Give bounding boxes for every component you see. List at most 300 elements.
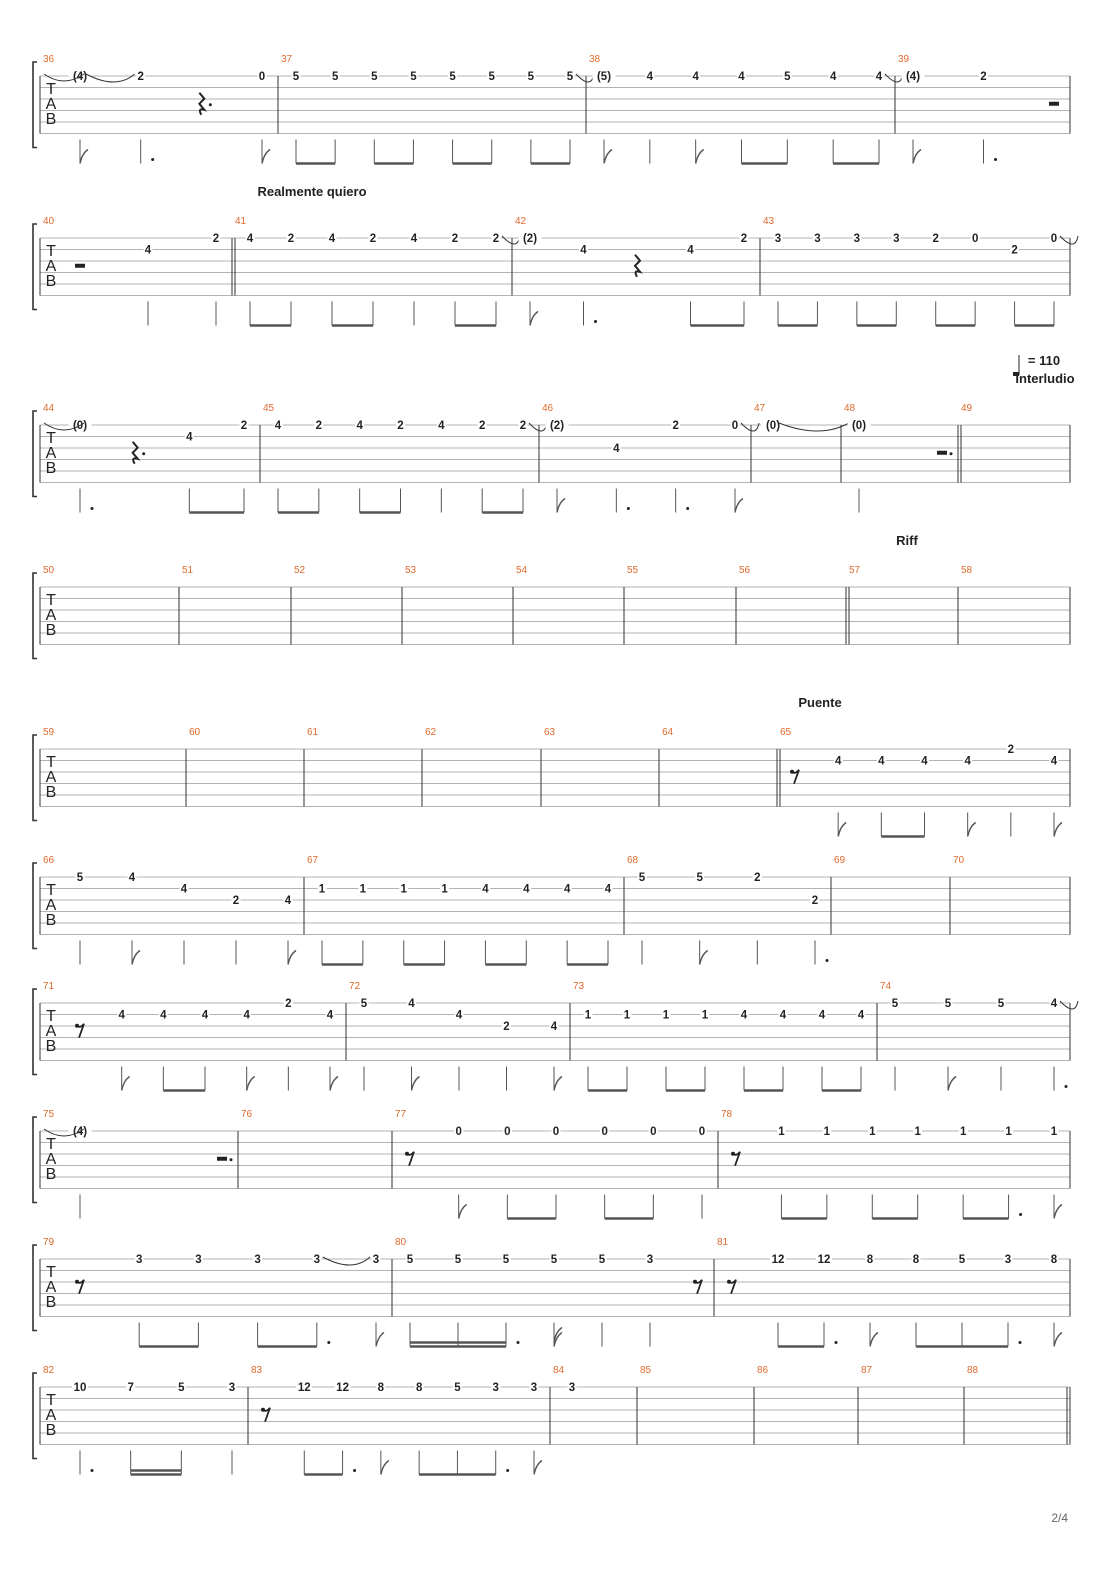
fret-number: 4 <box>144 244 152 257</box>
measure-number: 38 <box>589 54 601 65</box>
tab-clef-b: B <box>45 912 57 929</box>
fret-number: 4 <box>274 420 282 432</box>
tab-clef-t: T <box>46 754 56 771</box>
measure-number: 71 <box>43 981 55 992</box>
tie-arc <box>741 423 759 431</box>
fret-number: 2 <box>232 895 240 907</box>
tab-clef-t: T <box>46 430 56 447</box>
tab-clef-a: A <box>45 1279 57 1296</box>
fret-number: 2 <box>137 71 144 83</box>
tie-arc <box>86 74 135 82</box>
fret-number: 2 <box>932 233 939 245</box>
fret-number: 4 <box>921 755 928 768</box>
tie-arc <box>1060 236 1078 244</box>
tab-clef-b: B <box>45 460 57 477</box>
rhythm-dot <box>1019 1213 1022 1216</box>
fret-number: 3 <box>774 233 782 245</box>
fret-number: 3 <box>195 1254 202 1266</box>
rhythm-dot <box>517 1341 520 1344</box>
half-rest <box>1049 102 1059 106</box>
system-bracket <box>33 1373 37 1459</box>
measure-number: 45 <box>263 403 275 414</box>
fret-number: 3 <box>228 1382 236 1394</box>
fret-number: 5 <box>696 872 703 884</box>
rhythm-dot <box>994 158 997 161</box>
measure-number: 60 <box>189 727 201 738</box>
tab-clef-a: A <box>45 445 57 462</box>
fret-number: 2 <box>369 233 377 245</box>
fret-number: 4 <box>408 998 415 1010</box>
fret-number: 4 <box>326 1009 334 1022</box>
measure-number: 70 <box>953 855 965 866</box>
system-bracket <box>33 735 37 821</box>
system-bracket <box>33 989 37 1075</box>
eighth-flag <box>870 1333 878 1347</box>
eighth-rest-dot <box>727 1280 731 1284</box>
fret-number: 4 <box>201 1009 209 1022</box>
measure-number: 40 <box>43 216 55 227</box>
fret-number: 5 <box>178 1382 185 1394</box>
fret-number: 1 <box>400 883 407 896</box>
quarter-rest <box>635 255 640 277</box>
measure-number: 63 <box>544 727 556 738</box>
fret-number: (0) <box>72 420 88 432</box>
section-label: Riff <box>896 533 918 548</box>
fret-number: 4 <box>740 1009 748 1022</box>
measure-number: 80 <box>395 1237 407 1248</box>
fret-number: 7 <box>127 1382 134 1394</box>
fret-number: 2 <box>212 233 220 245</box>
system-bracket <box>33 1117 37 1203</box>
fret-number: 4 <box>646 71 654 83</box>
fret-number: 4 <box>687 244 694 257</box>
fret-number: 2 <box>285 998 292 1010</box>
fret-number: 2 <box>672 420 679 432</box>
fret-number: 4 <box>410 233 418 245</box>
fret-number: 1 <box>662 1009 670 1022</box>
rhythm-dot <box>142 452 145 455</box>
fret-number: 4 <box>186 431 193 444</box>
fret-number: 4 <box>243 1009 250 1022</box>
tab-clef-b: B <box>45 111 57 128</box>
measure-number: 44 <box>43 403 55 414</box>
fret-number: 0 <box>258 71 266 83</box>
fret-number: (2) <box>549 420 565 432</box>
tie-arc <box>529 423 547 431</box>
fret-number: 8 <box>415 1382 423 1394</box>
fret-number: 4 <box>779 1009 787 1022</box>
fret-number: 3 <box>492 1382 499 1394</box>
fret-number: 3 <box>814 233 821 245</box>
fret-number: 5 <box>891 998 899 1010</box>
eighth-rest-dot <box>731 1152 735 1156</box>
quarter-rest <box>199 93 204 115</box>
eighth-flag <box>262 150 270 164</box>
fret-number: 4 <box>180 883 188 896</box>
fret-number: 2 <box>240 420 248 432</box>
fret-number: 3 <box>893 233 900 245</box>
eighth-flag <box>1054 1205 1062 1219</box>
measure-number: 69 <box>834 855 846 866</box>
fret-number: 4 <box>738 71 745 83</box>
fret-number: 1 <box>1050 1126 1058 1138</box>
fret-number: (2) <box>522 233 538 245</box>
fret-number: 1 <box>959 1126 967 1138</box>
eighth-rest-dot <box>405 1152 409 1156</box>
measure-number: 84 <box>553 1365 565 1376</box>
fret-number: (4) <box>72 1126 88 1138</box>
fret-number: 5 <box>292 71 300 83</box>
eighth-flag <box>376 1333 384 1347</box>
eighth-flag <box>288 951 296 965</box>
measure-number: 41 <box>235 216 247 227</box>
tab-clef-a: A <box>45 1151 57 1168</box>
quarter-rest <box>133 442 138 464</box>
eighth-flag <box>1054 1333 1062 1347</box>
fret-number: 5 <box>406 1254 414 1266</box>
measure-number: 57 <box>849 565 861 576</box>
measure-number: 67 <box>307 855 319 866</box>
fret-number: 5 <box>527 71 535 83</box>
eighth-flag <box>122 1077 130 1091</box>
fret-number: 4 <box>818 1009 826 1022</box>
measure-number: 77 <box>395 1109 407 1120</box>
fret-number: 3 <box>254 1254 261 1266</box>
eighth-rest-dot <box>75 1024 79 1028</box>
eighth-flag <box>913 150 921 164</box>
fret-number: 2 <box>519 420 527 432</box>
fret-number: 5 <box>360 998 368 1010</box>
fret-number: 4 <box>160 1009 167 1022</box>
fret-number: 1 <box>359 883 367 896</box>
fret-number: 8 <box>377 1382 385 1394</box>
tab-clef-a: A <box>45 607 57 624</box>
fret-number: 4 <box>834 755 842 768</box>
fret-number: 4 <box>118 1009 125 1022</box>
fret-number: 4 <box>523 883 530 896</box>
fret-number: 8 <box>1050 1254 1058 1266</box>
fret-number: 2 <box>503 1021 510 1033</box>
rhythm-dot <box>1019 1341 1022 1344</box>
fret-number: 4 <box>692 71 699 83</box>
rhythm-dot <box>209 103 212 106</box>
fret-number: (0) <box>765 420 781 432</box>
measure-number: 53 <box>405 565 417 576</box>
measure-number: 87 <box>861 1365 873 1376</box>
fret-number: 5 <box>449 71 456 83</box>
fret-number: 4 <box>455 1009 463 1022</box>
fret-number: 5 <box>944 998 952 1010</box>
fret-number: 2 <box>1011 244 1018 257</box>
measure-number: 76 <box>241 1109 253 1120</box>
tie-arc <box>1060 1001 1078 1009</box>
measure-number: 47 <box>754 403 766 414</box>
fret-number: 5 <box>410 71 417 83</box>
half-rest <box>217 1157 227 1161</box>
measure-number: 54 <box>516 565 528 576</box>
fret-number: 0 <box>504 1126 511 1138</box>
tie-arc <box>576 74 594 82</box>
eighth-flag <box>530 312 538 326</box>
measure-number: 42 <box>515 216 527 227</box>
measure-number: 61 <box>307 727 319 738</box>
measure-number: 86 <box>757 1365 769 1376</box>
measure-number: 49 <box>961 403 973 414</box>
fret-number: 5 <box>638 872 646 884</box>
tempo-marking: = 110 <box>1027 353 1061 368</box>
eighth-flag <box>604 150 612 164</box>
measure-number: 75 <box>43 1109 55 1120</box>
rhythm-dot <box>686 507 689 510</box>
measure-number: 55 <box>627 565 639 576</box>
eighth-flag <box>948 1077 956 1091</box>
tab-clef-a: A <box>45 96 57 113</box>
fret-number: 3 <box>135 1254 143 1266</box>
fret-number: 4 <box>1050 755 1058 768</box>
fret-number: (5) <box>596 71 612 83</box>
eighth-flag <box>968 823 976 837</box>
fret-number: 1 <box>914 1126 921 1138</box>
tab-clef-a: A <box>45 1407 57 1424</box>
rhythm-dot <box>594 320 597 323</box>
fret-number: 2 <box>315 420 323 432</box>
tab-clef-a: A <box>45 769 57 786</box>
fret-number: 5 <box>784 71 791 83</box>
rhythm-dot <box>826 959 829 962</box>
fret-number: 10 <box>73 1382 87 1394</box>
system-bracket <box>33 411 37 497</box>
fret-number: 5 <box>454 1254 462 1266</box>
section-label: Puente <box>798 695 842 710</box>
fret-number: 4 <box>613 443 620 455</box>
fret-number: 2 <box>397 420 404 432</box>
tab-clef-a: A <box>45 258 57 275</box>
fret-number: 2 <box>492 233 500 245</box>
fret-number: 0 <box>1050 233 1058 245</box>
measure-number: 82 <box>43 1365 55 1376</box>
eighth-flag <box>381 1461 389 1475</box>
tab-clef-b: B <box>45 1294 57 1311</box>
fret-number: 1 <box>869 1126 876 1138</box>
fret-number: 5 <box>331 71 339 83</box>
eighth-flag <box>735 499 743 513</box>
fret-number: 0 <box>731 420 739 432</box>
fret-number: 5 <box>76 872 84 884</box>
fret-number: 4 <box>356 420 363 432</box>
fret-number: 1 <box>318 883 326 896</box>
fret-number: (0) <box>851 420 867 432</box>
eighth-flag <box>557 499 565 513</box>
measure-number: 51 <box>182 565 194 576</box>
fret-number: 4 <box>1050 998 1058 1010</box>
system-bracket <box>33 863 37 949</box>
fret-number: 0 <box>552 1126 560 1138</box>
sixteenth-flag <box>554 1328 562 1342</box>
measure-number: 65 <box>780 727 792 738</box>
fret-number: 1 <box>623 1009 631 1022</box>
fret-number: 5 <box>371 71 378 83</box>
half-rest <box>75 264 85 268</box>
measure-number: 81 <box>717 1237 729 1248</box>
rhythm-dot <box>230 1158 233 1161</box>
fret-number: 5 <box>958 1254 966 1266</box>
rhythm-dot <box>353 1469 356 1472</box>
measure-number: 73 <box>573 981 585 992</box>
fret-number: 4 <box>482 883 489 896</box>
fret-number: 4 <box>128 872 136 884</box>
measure-number: 58 <box>961 565 973 576</box>
tab-clef-b: B <box>45 1166 57 1183</box>
tab-clef-b: B <box>45 622 57 639</box>
rhythm-dot <box>950 452 953 455</box>
section-marker: Interludio <box>1015 371 1075 386</box>
fret-number: 4 <box>964 755 971 768</box>
fret-number: 1 <box>584 1009 592 1022</box>
eighth-flag <box>1054 823 1062 837</box>
fret-number: 2 <box>754 872 761 884</box>
fret-number: 5 <box>502 1254 510 1266</box>
tab-clef-t: T <box>46 1392 56 1409</box>
fret-number: 2 <box>287 233 295 245</box>
tab-clef-a: A <box>45 897 57 914</box>
fret-number: 3 <box>568 1382 576 1394</box>
tab-clef-t: T <box>46 243 56 260</box>
fret-number: 8 <box>866 1254 874 1266</box>
tab-clef-t: T <box>46 1264 56 1281</box>
fret-number: 3 <box>1004 1254 1012 1266</box>
measure-number: 48 <box>844 403 856 414</box>
fret-number: 3 <box>646 1254 654 1266</box>
fret-number: 0 <box>601 1126 608 1138</box>
system-bracket <box>33 573 37 659</box>
fret-number: (4) <box>905 71 921 83</box>
fret-number: 4 <box>550 1021 558 1033</box>
measure-number: 46 <box>542 403 554 414</box>
fret-number: 0 <box>650 1126 657 1138</box>
fret-number: 4 <box>580 244 587 257</box>
measure-number: 83 <box>251 1365 263 1376</box>
eighth-flag <box>700 951 708 965</box>
fret-number: 2 <box>740 233 748 245</box>
fret-number: 3 <box>372 1254 380 1266</box>
fret-number: 5 <box>550 1254 558 1266</box>
fret-number: 4 <box>328 233 336 245</box>
fret-number: 12 <box>817 1254 831 1266</box>
tab-clef-t: T <box>46 1008 56 1025</box>
rhythm-dot <box>91 507 94 510</box>
fret-number: 4 <box>829 71 837 83</box>
fret-number: 0 <box>455 1126 462 1138</box>
measure-number: 88 <box>967 1365 979 1376</box>
tab-clef-b: B <box>45 784 57 801</box>
fret-number: 2 <box>1007 744 1015 756</box>
measure-number: 59 <box>43 727 55 738</box>
system-bracket <box>33 224 37 310</box>
fret-number: 4 <box>563 883 571 896</box>
eighth-flag <box>247 1077 255 1091</box>
measure-number: 68 <box>627 855 639 866</box>
system-bracket <box>33 62 37 148</box>
eighth-flag <box>554 1333 562 1347</box>
eighth-flag <box>554 1077 562 1091</box>
fret-number: 5 <box>454 1382 461 1394</box>
measure-number: 43 <box>763 216 775 227</box>
fret-number: 1 <box>441 883 448 896</box>
rhythm-dot <box>1065 1085 1068 1088</box>
fret-number: 4 <box>878 755 885 768</box>
fret-number: 4 <box>875 71 883 83</box>
measure-number: 37 <box>281 54 293 65</box>
fret-number: 1 <box>1005 1126 1012 1138</box>
eighth-rest-dot <box>75 1280 79 1284</box>
fret-number: 4 <box>284 895 292 907</box>
tie-arc <box>885 74 903 82</box>
measure-number: 72 <box>349 981 361 992</box>
fret-number: 2 <box>451 233 459 245</box>
measure-number: 39 <box>898 54 910 65</box>
measure-number: 66 <box>43 855 55 866</box>
fret-number: 4 <box>604 883 612 896</box>
tab-clef-t: T <box>46 592 56 609</box>
fret-number: 12 <box>297 1382 311 1394</box>
fret-number: 4 <box>246 233 254 245</box>
fret-number: 5 <box>566 71 574 83</box>
measure-number: 64 <box>662 727 674 738</box>
fret-number: 5 <box>488 71 495 83</box>
eighth-flag <box>330 1077 338 1091</box>
system-bracket <box>33 1245 37 1331</box>
eighth-rest-dot <box>693 1280 697 1284</box>
eighth-flag <box>838 823 846 837</box>
fret-number: 2 <box>811 895 819 907</box>
measure-number: 56 <box>739 565 751 576</box>
fret-number: 4 <box>857 1009 865 1022</box>
tie-arc <box>502 236 520 244</box>
measure-number: 62 <box>425 727 437 738</box>
tab-clef-t: T <box>46 882 56 899</box>
rhythm-dot <box>327 1341 330 1344</box>
section-label: Realmente quiero <box>257 184 367 199</box>
fret-number: 12 <box>336 1382 349 1394</box>
eighth-rest-dot <box>261 1408 265 1412</box>
fret-number: 3 <box>530 1382 538 1394</box>
measure-number: 74 <box>880 981 892 992</box>
eighth-flag <box>534 1461 542 1475</box>
tab-clef-a: A <box>45 1023 57 1040</box>
measure-number: 52 <box>294 565 306 576</box>
eighth-flag <box>696 150 704 164</box>
page-number: 2/4 <box>1051 1511 1068 1525</box>
tie-arc <box>779 423 849 431</box>
measure-number: 79 <box>43 1237 55 1248</box>
eighth-flag <box>132 951 140 965</box>
tab-clef-t: T <box>46 1136 56 1153</box>
rhythm-dot <box>506 1469 509 1472</box>
tab-clef-b: B <box>45 1038 57 1055</box>
half-rest <box>937 451 947 455</box>
rhythm-dot <box>835 1341 838 1344</box>
fret-number: 2 <box>980 71 987 83</box>
tab-clef-t: T <box>46 81 56 98</box>
measure-number: 36 <box>43 54 55 65</box>
eighth-flag <box>459 1205 467 1219</box>
measure-number: 85 <box>640 1365 652 1376</box>
fret-number: 1 <box>778 1126 785 1138</box>
eighth-flag <box>80 150 88 164</box>
rhythm-dot <box>91 1469 94 1472</box>
fret-number: 0 <box>698 1126 706 1138</box>
fret-number: 8 <box>912 1254 920 1266</box>
